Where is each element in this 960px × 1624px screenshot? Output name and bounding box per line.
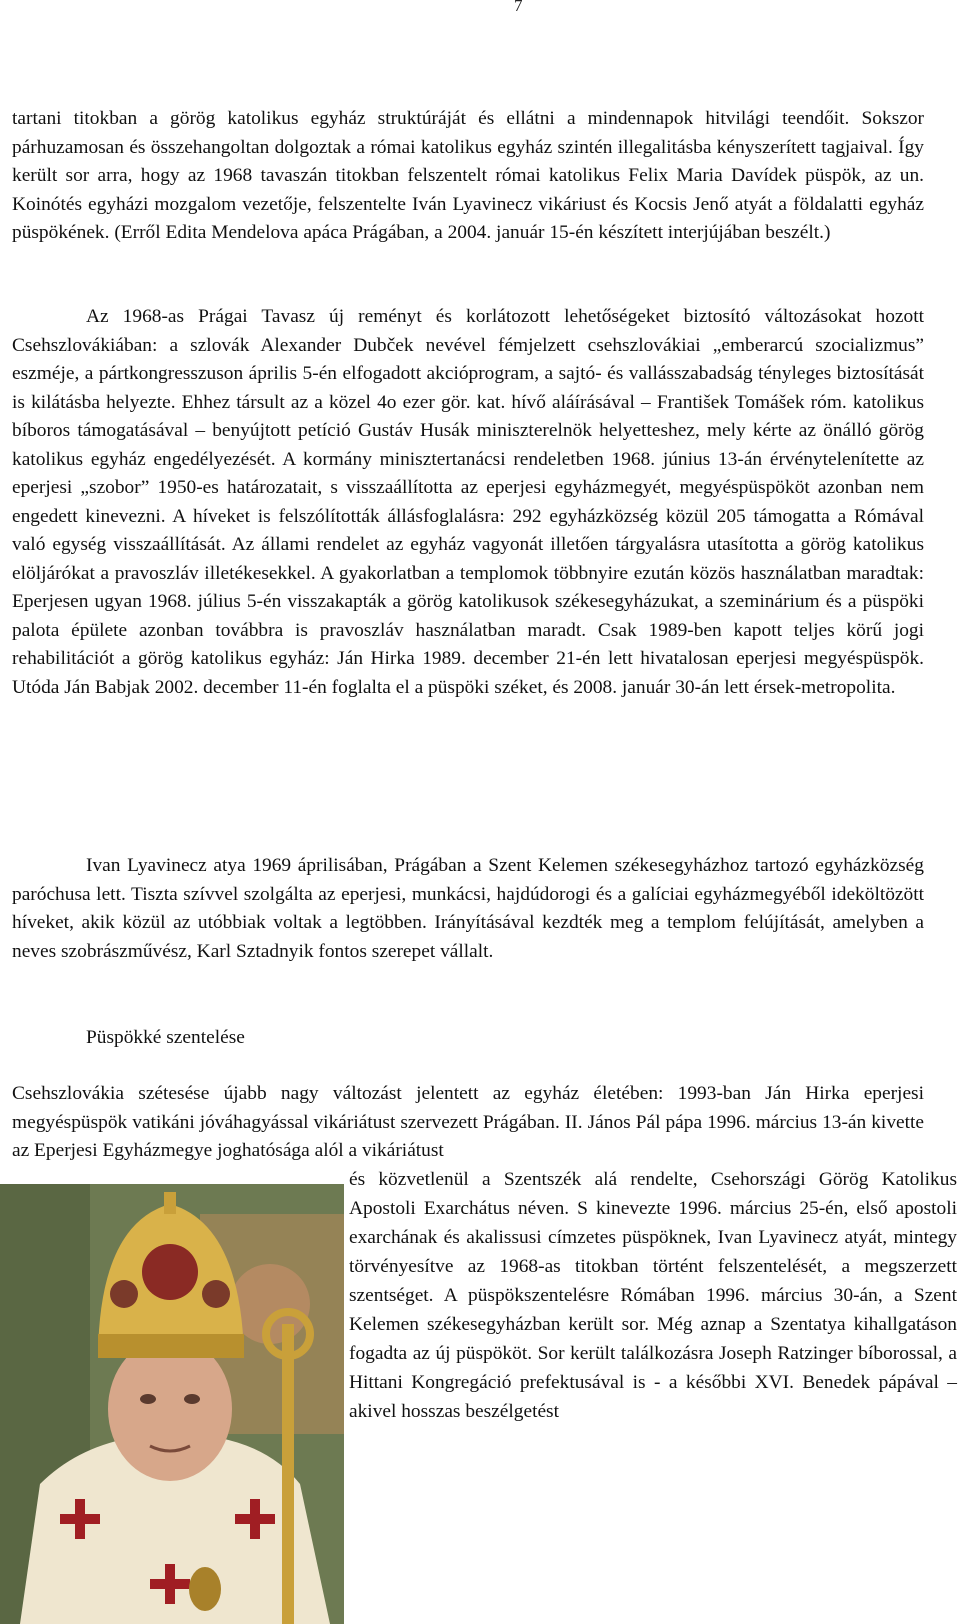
paragraph-5: és közvetlenül a Szentszék alá rendelte, Csehországi Görög Katolikus Apostoli Exarchátus néven. S kinevezte 1996. március 25-én, első apostoli exarchának és akalissusi címzetes püspöknek, Ivan Lyavinecz atyát, mintegy törvényesítve az 1968-as titokban történt felszentelését, a megszerzett szentséget. A püspökszentelésre Rómában 1996. március 30-án, a Szent Kelemen székesegyházban került sor. Még aznap a Szentatya kihallgatáson fogadta az új püspököt. Sor került találkozásra Joseph Ratzinger bíborossal, a Hittani Kongregáció prefektusával is - a későbbi XVI. Benedek pápával – akivel hosszas beszélgetést [349, 1169, 957, 1422]
mitre-icon [142, 1244, 198, 1300]
bishop-portrait-illustration [0, 1184, 344, 1624]
paragraph-2: Az 1968-as Prágai Tavasz új reményt és korlátozott lehetőségeket biztosító változásokat hozott Csehszlovákiában: a szlovák Alexander Dubček nevével fémjelzett csehszlovákiai „emberarcú szocializmus” eszméje, a pártkongresszuson április 5-én elfogadott akcióprogram, a sajtó- és vallásszabadság tényleges biztosítását is kilátásba helyezte. Ehhez társult az a közel 4o ezer gör. kat. hívő aláírásával – František Tomášek róm. katolikus bíboros támogatásával – benyújtott petíció Gustáv Husák miniszterelnök helyetteshez, mely kérte az önálló görög katolikus egyház engedélyezését. A kormány minisztertanácsi rendeletben 1968. június 13-án érvénytelenítette az eperjesi „szobor” 1950-es határozatait, s visszaállította az eperjesi egyházmegyét, megyéspüspököt azonban nem engedett kinevezni. A híveket is felszólították állásfoglalásra: 292 egyházközség közül 205 támogatta a Rómával való egység visszaállítását. Az állami rendelet az egyház vagyonát illetően tárgyalásra utasította a görög katolikus elöljárókat a pravoszláv illetékesekkel. A gyakorlatban a templomok többnyire ezután közös használatban maradtak: Eperjesen ugyan 1968. július 5-én visszakapták a görög katolikusok székesegyházukat, a szeminárium és a püspöki palota épülete azonban továbbra is pravoszláv használatban maradt. Csak 1989-ben kapott teljes körű jogi rehabilitációt a görög katolikus egyház: Ján Hirka 1989. december 21-én lett hivatalosan eperjesi megyéspüspök. Utóda Ján Babjak 2002. december 11-én foglalta el a püspöki széket, és 2008. január 30-án lett érsek-metropolita. [12, 306, 924, 698]
section-heading: Püspökké szentelése [86, 1027, 245, 1048]
paragraph-3: Ivan Lyavinecz atya 1969 áprilisában, Prágában a Szent Kelemen székesegyházhoz tartozó egyházközség paróchusa lett. Tiszta szívvel szolgálta az eperjesi, munkácsi, hajdúdorogi és a galíciai egyházmegyéből ideköltözött híveket, akik közül az utóbbiak voltak a legtöbben. Irányításával kezdték meg a templom felújítását, amelyben a neves szobrászművész, Karl Sztadnyik fontos szerepet vállalt. [12, 855, 924, 962]
page-number: 7 [514, 0, 523, 15]
face [108, 1337, 232, 1481]
paragraph-4: Csehszlovákia szétesése újabb nagy változást jelentett az egyház életében: 1993-ban Ján Hirka eperjesi megyéspüspök vatikáni jóváhagyással vikáriátust szervezett Prágában. II. János Pál pápa 1996. március 13-án kivette az Eperjesi Egyházmegye joghatósága alól a vikáriátust [12, 1083, 924, 1161]
pastoral-staff [282, 1324, 294, 1624]
panagia-medallion [189, 1567, 221, 1611]
bishop-photo [0, 1184, 344, 1624]
mitre-band [98, 1334, 244, 1358]
paragraph-1: tartani titokban a görög katolikus egyház struktúráját és ellátni a mindennapok hitvilági teendőit. Sokszor párhuzamosan és összehangoltan dolgoztak a római katolikus egyház szintén illegalitásba kényszerített tagjaival. Így került sor arra, hogy az 1968 tavaszán titokban felszentelt római katolikus Felix Maria Davídek püspök, az un. Koinótés egyházi mozgalom vezetője, felszentelte Iván Lyavinecz vikáriust és Kocsis Jenő atyát a földalatti egyház püspökének. (Erről Edita Mendelova apáca Prágában, a 2004. január 15-én készített interjújában beszélt.) [12, 108, 924, 243]
